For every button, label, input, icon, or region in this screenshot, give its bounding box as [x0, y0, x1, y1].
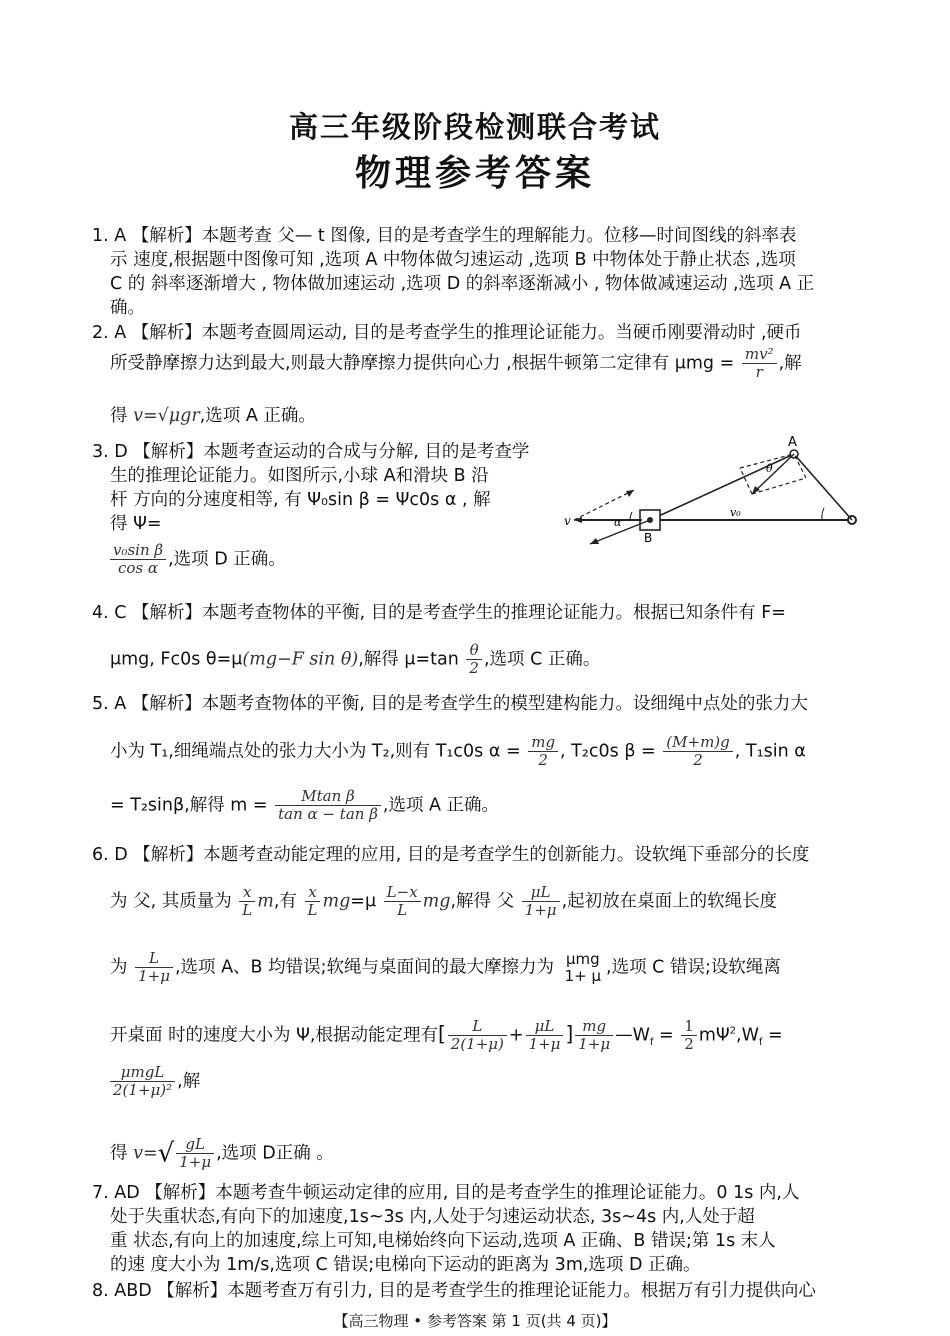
answer-7-line-2: 处于失重状态,有向下的加速度,1s~3s 内,人处于匀速运动状态, 3s~4s 内,人处于超 [110, 1207, 755, 1227]
answer-4-fraction: $\frac{\theta}{2}$ [466, 642, 482, 677]
answer-3-line-4: 得 Ψ= [110, 514, 162, 534]
ball-dashed-1 [740, 468, 752, 494]
answer-3-fraction: $\frac{\text{v₀sin β}}{\text{cos α}}$ [110, 542, 166, 577]
answer-3-line-1: 3. D 【解析】本题考查运动的合成与分解, 目的是考查学 [92, 442, 530, 462]
answer-2-line-2: 所受静摩擦力达到最大,则最大静摩擦力提供向心力 ,根据牛顿第二定律有 μmg = $\frac{\text{mv²}}{r}$ ,解 [110, 345, 802, 381]
answer-5-line-1: 5. A 【解析】本题考查物体的平衡, 目的是考查学生的模型建构能力。设细绳中点处的张力大 [92, 694, 808, 714]
answer-8-line-1: 8. ABD 【解析】本题考查万有引力, 目的是考查学生的推理论证能力。根据万有引力提供向心 [92, 1281, 816, 1301]
label-b: B [644, 531, 653, 545]
answer-7-line-4: 的速 度大小为 1m/s,选项 C 错误;电梯向下运动的距离为 3m,选项 D 正确。 [110, 1255, 701, 1275]
page-footer: 【高三物理 • 参考答案 第 1 页(共 4 页)】 [333, 1312, 617, 1330]
answer-6-line-1: 6. D 【解析】本题考查动能定理的应用, 目的是考查学生的创新能力。设软绳下垂部分的长度 [92, 845, 810, 865]
velocity-decomposition-diagram [562, 432, 862, 548]
angle-alpha-arc [630, 512, 632, 520]
answer-6-line-6: 得 v=√ $\frac{gL}{1+\mu}$ ,选项 D正确 。 [110, 1135, 334, 1171]
label-a: A [788, 435, 797, 450]
label-alpha: α [614, 516, 622, 529]
answer-5-fraction-2: $\frac{(M+m)g}{2}$ [663, 734, 732, 769]
dashed-component [574, 490, 634, 520]
answer-6-line-3: 为 $\frac{L}{1+\mu}$ ,选项 A、B 均错误;软绳与桌面间的最大摩擦力为 μmg 1+ μ ,选项 C 错误;设软绳离 [110, 949, 781, 985]
answer-5-fraction-3: $\frac{\text{Mtan β}}{\text{tan α − tan β}}$ [275, 788, 381, 823]
answer-2-equation: v=√μgr [133, 406, 200, 426]
answer-1-line-1: 1. A 【解析】本题考查 父— t 图像, 目的是考查学生的理解能力。位移—时间图线的斜率表 [92, 226, 797, 246]
answer-1-line-4: 确。 [110, 298, 145, 318]
answer-2-text-a: 所受静摩擦力达到最大,则最大静摩擦力提供向心力 ,根据牛顿第二定律有 μmg = [110, 353, 735, 374]
answer-2-line-1: 2. A 【解析】本题考查圆周运动, 目的是考查学生的推理论证能力。当硬币刚要滑动时 ,硬币 [92, 323, 802, 343]
answer-5-fraction-1: $\frac{mg}{2}$ [528, 734, 558, 769]
label-theta: θ [766, 462, 773, 475]
answer-7-line-3: 重 状态,有向上的加速度,综上可知,电梯始终向下运动,选项 A 正确、B 错误;第 1s 末人 [110, 1231, 776, 1251]
answer-3-line-5: $\frac{\text{v₀sin β}}{\text{cos α}}$ ,选项 D 正确。 [108, 542, 286, 577]
angle-beta-arc [822, 508, 824, 520]
answer-2-line-3: 得 v=√μgr,选项 A 正确。 [110, 406, 316, 426]
answer-4-equation: (mg−F sin θ) [242, 649, 359, 670]
answer-6-line-2: 为 父, 其质量为 $\frac{x}{L}$ m,有 $\frac{x}{L}$ mg=μ $\frac{L-x}{L}$ mg,解得 父 $\frac{\mu L}{1+\mu}$ ,起初放在桌面上的软绳长度 [110, 883, 778, 919]
answer-6-line-5: $\frac{\text{μmgL}}{\text{2(1+μ)²}}$ ,解 [108, 1064, 200, 1099]
label-v: v [564, 514, 571, 528]
label-v0: v₀ [730, 506, 741, 519]
answer-4-line-1: 4. C 【解析】本题考查物体的平衡, 目的是考查学生的推理论证能力。根据已知条件有 F= [92, 603, 786, 623]
answer-5-line-2: 小为 T₁,细绳端点处的张力大小为 T₂,则有 T₁c0s α = $\frac{mg}{2}$ , T₂c0s β = $\frac{(M+m)g}{2}$ , T₁sin α [110, 733, 806, 769]
answer-title: 物理参考答案 [354, 153, 595, 194]
answer-5-line-3: = T₂sinβ,解得 m = $\frac{\text{Mtan β}}{\text{tan α − tan β}}$ ,选项 A 正确。 [110, 787, 500, 823]
exam-title: 高三年级阶段检测联合考试 [288, 110, 661, 144]
answer-7-line-1: 7. AD 【解析】本题考查牛顿运动定律的应用, 目的是考查学生的推理论证能力。0 1s 内,人 [92, 1183, 800, 1203]
answer-2-fraction: $\frac{\text{mv²}}{r}$ [742, 346, 777, 381]
answer-6-line-4: 开桌面 时的速度大小为 Ψ,根据动能定理有[ $\frac{L}{2(1+\mu)}$ + $\frac{\mu L}{1+\mu}$ ] $\frac{mg}{1+\mu}$ $—W_f$ = $\frac{1}{2}$ $m\Psi^2,W_f$ = [110, 1017, 783, 1053]
answer-1-line-2: 示 速度,根据题中图像可知 ,选项 A 中物体做匀速运动 ,选项 B 中物体处于静止状态 ,选项 [110, 250, 796, 270]
answer-3-line-3: 杆 方向的分速度相等, 有 Ψ₀sin β = Ψc0s α , 解 [110, 490, 491, 510]
answer-1-line-3: C 的 斜率逐渐增大 , 物体做加速运动 ,选项 D 的斜率逐渐减小 , 物体做减速运动 ,选项 A 正 [110, 274, 815, 294]
answer-3-line-2: 生的推理论证能力。如图所示,小球 A和滑块 B 沿 [110, 466, 489, 486]
answer-4-line-2: μmg, Fc0s θ=μ(mg−F sin θ),解得 μ=tan $\frac{\theta}{2}$ ,选项 C 正确。 [110, 641, 601, 677]
